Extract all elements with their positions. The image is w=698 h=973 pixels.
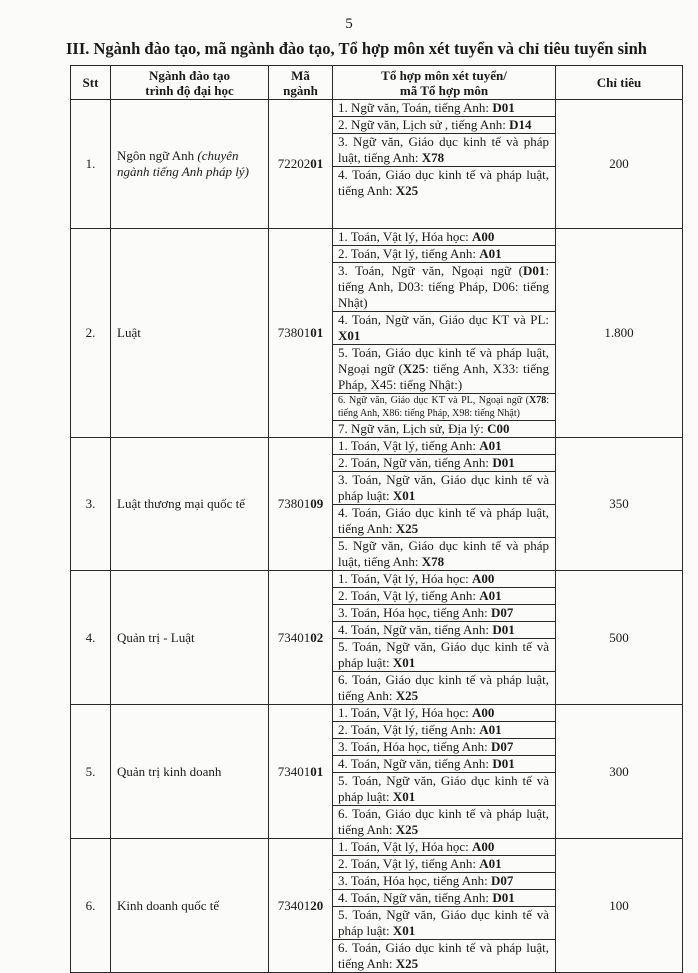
table-row	[71, 438, 683, 571]
row-combos	[333, 705, 556, 839]
combo-code: A00	[472, 229, 495, 244]
combo-text: 7. Ngữ văn, Lịch sử, Địa lý:	[338, 421, 488, 436]
code-suffix: 01	[310, 763, 324, 779]
row-code	[269, 100, 333, 229]
combo-item	[333, 705, 555, 722]
row-stt: 5.	[71, 705, 111, 839]
row-quota: 350	[556, 438, 683, 571]
combo-item	[333, 639, 555, 672]
header-major-line2: trình độ đại học	[145, 82, 234, 98]
header-major	[111, 66, 269, 100]
combo-item	[333, 167, 555, 199]
header-quota: Chỉ tiêu	[556, 66, 683, 100]
code-suffix: 02	[310, 629, 324, 645]
combo-code: X25	[395, 956, 419, 971]
combo-code: A01	[479, 722, 502, 737]
combo-code: A01	[479, 588, 502, 603]
combo-code: D01	[492, 455, 515, 470]
row-code	[269, 438, 333, 571]
combo-rest: : tiếng Anh, X33: tiếng Pháp, X45: tiếng Nhật:)	[338, 361, 549, 392]
combo-code: X01	[392, 488, 416, 503]
combo-item	[333, 873, 555, 890]
combo-text: 3. Toán, Hóa học, tiếng Anh:	[338, 739, 492, 754]
section-heading: III. Ngành đào tạo, mã ngành đào tạo, Tổ hợp môn xét tuyển và chỉ tiêu tuyển sinh	[66, 39, 647, 58]
combo-text: 3. Ngữ văn, Giáo dục kinh tế và pháp luật, tiếng Anh:	[338, 134, 549, 165]
row-stt: 1.	[71, 100, 111, 229]
combo-text: 2. Toán, Vật lý, tiếng Anh:	[338, 722, 480, 737]
combo-code: A01	[479, 246, 502, 261]
combo-item	[333, 806, 555, 838]
combo-item	[333, 907, 555, 940]
combo-text: 4. Toán, Giáo dục kinh tế và pháp luật, tiếng Anh:	[338, 167, 549, 198]
header-code	[269, 66, 333, 100]
header-stt: Stt	[71, 66, 111, 100]
row-combos	[333, 229, 556, 438]
combo-text: 5. Toán, Ngữ văn, Giáo dục kinh tế và pháp luật:	[338, 907, 549, 938]
combo-item	[333, 455, 555, 472]
row-stt: 2.	[71, 229, 111, 438]
major-name: Ngôn ngữ Anh	[117, 148, 195, 163]
row-major	[111, 571, 269, 705]
combo-code: X01	[392, 923, 416, 938]
combo-text: 4. Toán, Ngữ văn, tiếng Anh:	[338, 622, 493, 637]
row-stt: 4.	[71, 571, 111, 705]
combo-code: X25	[395, 521, 419, 536]
combo-code: D07	[491, 739, 514, 754]
combo-item	[333, 134, 555, 167]
combo-item	[333, 538, 555, 570]
combo-text: 4. Toán, Ngữ văn, Giáo dục KT và PL:	[338, 312, 549, 327]
row-code	[269, 229, 333, 438]
row-quota: 500	[556, 571, 683, 705]
combo-code: X25	[395, 688, 419, 703]
combo-item	[333, 263, 555, 312]
combo-item	[333, 773, 555, 806]
combo-code: D01	[522, 263, 546, 278]
code-prefix: 73801	[277, 325, 311, 340]
major-name: Quản trị - Luật	[117, 629, 195, 645]
combo-code: X01	[392, 789, 416, 804]
combo-item	[333, 394, 555, 421]
combo-item	[333, 722, 555, 739]
row-major	[111, 438, 269, 571]
code-suffix: 01	[310, 325, 324, 340]
major-name: Luật	[117, 325, 141, 340]
combo-item	[333, 345, 555, 394]
combo-item	[333, 856, 555, 873]
combo-item	[333, 229, 555, 246]
combo-code: A00	[472, 571, 495, 586]
combo-item	[333, 622, 555, 639]
combo-text: 5. Toán, Ngữ văn, Giáo dục kinh tế và pháp luật:	[338, 773, 549, 804]
row-quota: 300	[556, 705, 683, 839]
combo-code: D14	[509, 117, 532, 132]
table-row	[71, 839, 683, 973]
code-prefix: 73401	[277, 897, 311, 913]
row-stt: 3.	[71, 438, 111, 571]
table-body	[71, 100, 683, 973]
combo-item	[333, 890, 555, 907]
combo-item	[333, 505, 555, 538]
combo-text: 4. Toán, Ngữ văn, tiếng Anh:	[338, 890, 493, 905]
combo-item	[333, 940, 555, 972]
table-row	[71, 705, 683, 839]
combo-code: X01	[338, 328, 361, 343]
combo-text: 6. Toán, Giáo dục kinh tế và pháp luật, tiếng Anh:	[338, 940, 549, 971]
row-major	[111, 100, 269, 229]
combo-item	[333, 472, 555, 505]
row-combos	[333, 839, 556, 973]
combo-code: X78	[528, 395, 547, 406]
combo-code: A00	[472, 705, 495, 720]
row-quota: 100	[556, 839, 683, 973]
combo-code: A00	[472, 839, 495, 854]
major-note: (chuyên ngành tiếng Anh pháp lý)	[117, 148, 249, 179]
row-quota: 1.800	[556, 229, 683, 438]
table-row	[71, 571, 683, 705]
combo-item	[333, 312, 555, 345]
combo-text: 1. Toán, Vật lý, Hóa học:	[338, 571, 473, 586]
admissions-table	[70, 65, 683, 973]
row-code	[269, 571, 333, 705]
combo-code: A01	[479, 856, 502, 871]
combo-item	[333, 100, 555, 117]
combo-code: X78	[421, 554, 445, 569]
combo-code: D01	[492, 890, 515, 905]
combo-item	[333, 739, 555, 756]
page-number: 5	[345, 16, 353, 32]
code-suffix: 20	[310, 897, 324, 913]
combo-text: 3. Toán, Ngữ văn, Ngoại ngữ (	[338, 263, 523, 278]
combo-code: D01	[492, 756, 515, 771]
code-suffix: 01	[310, 156, 324, 171]
combo-text: 1. Ngữ văn, Toán, tiếng Anh:	[338, 100, 493, 115]
combo-code: C00	[487, 421, 510, 436]
header-combo	[333, 66, 556, 100]
row-major	[111, 705, 269, 839]
row-major	[111, 229, 269, 438]
combo-item	[333, 438, 555, 455]
major-name: Luật thương mại quốc tế	[117, 496, 246, 511]
combo-text: 1. Toán, Vật lý, Hóa học:	[338, 839, 473, 854]
code-prefix: 73801	[277, 496, 311, 511]
combo-code: D07	[491, 605, 514, 620]
row-code	[269, 839, 333, 973]
combo-item	[333, 588, 555, 605]
row-combos	[333, 100, 556, 229]
header-row	[71, 66, 683, 100]
combo-text: 2. Ngữ văn, Lịch sử , tiếng Anh:	[338, 117, 510, 132]
combo-text: 2. Toán, Ngữ văn, tiếng Anh:	[338, 455, 493, 470]
combo-item	[333, 605, 555, 622]
combo-item	[333, 117, 555, 134]
combo-text: 1. Toán, Vật lý, Hóa học:	[338, 229, 473, 244]
combo-code: D07	[491, 873, 514, 888]
combo-text: 1. Toán, Vật lý, Hóa học:	[338, 705, 473, 720]
code-prefix: 72202	[277, 156, 311, 171]
combo-item	[333, 421, 555, 437]
combo-rest: : tiếng Anh, D03: tiếng Pháp, D06: tiếng Nhật)	[338, 263, 549, 310]
code-suffix: 09	[310, 496, 324, 511]
combo-code: X25	[402, 361, 426, 376]
combo-text: 3. Toán, Hóa học, tiếng Anh:	[338, 873, 492, 888]
header-major-line1: Ngành đào tạo	[149, 67, 230, 83]
row-combos	[333, 438, 556, 571]
combo-item	[333, 756, 555, 773]
combo-text: 6. Toán, Giáo dục kinh tế và pháp luật, tiếng Anh:	[338, 806, 549, 837]
row-combos	[333, 571, 556, 705]
combo-text: 2. Toán, Vật lý, tiếng Anh:	[338, 856, 480, 871]
header-combo-line1: Tổ hợp môn xét tuyển/	[381, 67, 507, 83]
combo-text: 2. Toán, Vật lý, tiếng Anh:	[338, 588, 480, 603]
combo-code: X78	[421, 150, 445, 165]
combo-text: 6. Ngữ văn, Giáo dục KT và PL, Ngoại ngữ (	[338, 395, 529, 406]
header-combo-line2: mã Tổ hợp môn	[399, 82, 489, 98]
major-name: Kinh doanh quốc tế	[117, 897, 220, 913]
table-row	[71, 229, 683, 438]
combo-text: 1. Toán, Vật lý, tiếng Anh:	[338, 438, 480, 453]
combo-text: 4. Toán, Giáo dục kinh tế và pháp luật, tiếng Anh:	[338, 505, 549, 536]
combo-text: 5. Toán, Giáo dục kinh tế và pháp luật, Ngoại ngữ (	[338, 345, 549, 376]
combo-code: D01	[492, 100, 515, 115]
combo-item	[333, 672, 555, 704]
combo-text: 2. Toán, Vật lý, tiếng Anh:	[338, 246, 480, 261]
combo-text: 6. Toán, Giáo dục kinh tế và pháp luật, tiếng Anh:	[338, 672, 549, 703]
row-stt: 6.	[71, 839, 111, 973]
combo-code: X01	[392, 655, 416, 670]
header-code-line1: Mã	[291, 67, 310, 83]
major-name: Quản trị kinh doanh	[117, 763, 222, 779]
combo-text: 5. Toán, Ngữ văn, Giáo dục kinh tế và pháp luật:	[338, 639, 549, 670]
code-prefix: 73401	[277, 629, 311, 645]
combo-rest: : tiếng Anh, X86: tiếng Pháp, X98: tiếng Nhật)	[338, 395, 549, 419]
row-quota: 200	[556, 100, 683, 229]
header-code-line2: ngành	[283, 82, 318, 98]
combo-text: 4. Toán, Ngữ văn, tiếng Anh:	[338, 756, 493, 771]
combo-code: A01	[479, 438, 502, 453]
combo-item	[333, 571, 555, 588]
combo-text: 3. Toán, Hóa học, tiếng Anh:	[338, 605, 492, 620]
combo-code: D01	[492, 622, 515, 637]
table-row	[71, 100, 683, 229]
combo-text: 3. Toán, Ngữ văn, Giáo dục kinh tế và pháp luật:	[338, 472, 549, 503]
combo-item	[333, 246, 555, 263]
combo-code: X25	[395, 183, 419, 198]
row-major	[111, 839, 269, 973]
row-code	[269, 705, 333, 839]
code-prefix: 73401	[277, 763, 311, 779]
combo-text: 5. Ngữ văn, Giáo dục kinh tế và pháp luật, tiếng Anh:	[338, 538, 549, 569]
combo-code: X25	[395, 822, 419, 837]
combo-item	[333, 839, 555, 856]
